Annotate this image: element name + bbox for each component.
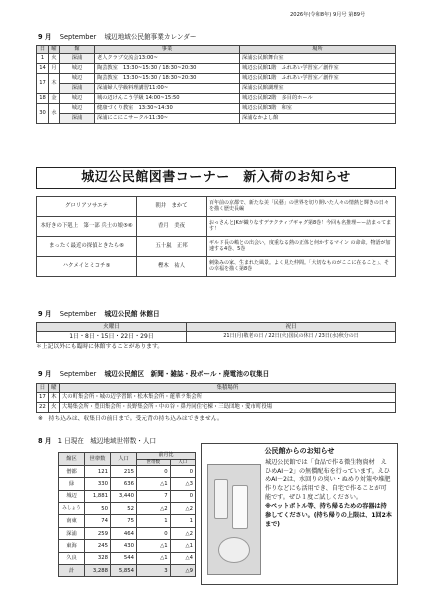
population-date: 1 日現在 xyxy=(57,437,84,445)
population-row xyxy=(59,540,196,552)
notice-bold: ※ペットボトル等、持ち帰るための容器は持参してください。(持ち帰りの上限は、1回2本まで) xyxy=(265,503,392,528)
calendar-row xyxy=(37,64,396,74)
hall: 深浦 xyxy=(60,114,95,124)
event: 健康づくり教室 13:30~14:30 xyxy=(95,104,240,114)
book-row xyxy=(37,257,396,277)
recycle-heading xyxy=(38,371,269,379)
households: 330 xyxy=(85,478,111,490)
event: 老人クラブ交流会13:00~ xyxy=(95,54,240,64)
notice-title: 公民館からのお知らせ xyxy=(264,447,335,455)
pop: 5,854 xyxy=(111,565,137,577)
dow: 木 xyxy=(48,393,59,403)
diff-households: △1 xyxy=(137,540,171,552)
population-month: 8 月 xyxy=(38,437,52,445)
recycle-title: 城辺公民館区 新聞・雑誌・段ボール・廃電池の収集日 xyxy=(104,370,270,378)
holidays: 21日(月)敬老の日 / 22日(火)国民の休日 / 23日(水)秋分の日 xyxy=(187,332,396,343)
calendar-table-wrap xyxy=(36,45,396,124)
book-row xyxy=(37,237,396,257)
issue-number: 2026年(令和8年) 9月号 第89号 xyxy=(290,12,366,18)
area: 僧都 xyxy=(59,465,85,477)
book-title: グロリアソサエテ xyxy=(37,197,137,217)
col-diff: 前月比 xyxy=(137,453,196,460)
pop: 3,440 xyxy=(111,490,137,502)
diff-households: 3 xyxy=(137,565,171,577)
recycle-note: ※ 持ち込みは、収集日の前日まで。受元背の持ち込みはできません。 xyxy=(38,416,223,422)
closed-note: ＊上記以外にも臨時に休館することがあります。 xyxy=(36,344,164,350)
recycle-row xyxy=(37,403,396,413)
book-author: 朝井 まかて xyxy=(137,197,207,217)
event: 陶芸教室 13:30~15:30 / 18:30~20:30 xyxy=(95,64,240,74)
tuesdays: 1日・8日・15日・22日・29日 xyxy=(37,332,187,343)
place: 深浦なかよし館 xyxy=(240,114,396,124)
col-event: 事業 xyxy=(95,46,240,54)
calendar-heading xyxy=(38,34,196,42)
event: 陶芸教室 13:30~15:30 / 18:30~20:30 xyxy=(95,74,240,84)
day: 17 xyxy=(37,74,49,94)
col-dow: 曜 xyxy=(48,384,59,393)
book-row xyxy=(37,217,396,237)
population-table-wrap xyxy=(58,452,196,577)
diff-households: △1 xyxy=(137,552,171,564)
day: 18 xyxy=(37,94,49,104)
diff-households: 7 xyxy=(137,490,171,502)
notice-text: 城辺公民館では「食品で作る微生物資材 えひめAI－2」の無償配布を行っています。えひめAI－2は、水回りの臭い・ぬめり対策や堆肥作りなどにも活用でき、自宅で作ることが可能です。ぜひ１度ご試しください。 xyxy=(265,459,391,501)
diff-households: 1 xyxy=(137,515,171,527)
population-row xyxy=(59,503,196,515)
population-row xyxy=(59,515,196,527)
event: 城の辺けんこう学級 14:00~15:50 xyxy=(95,94,240,104)
households: 121 xyxy=(85,465,111,477)
books-table-wrap xyxy=(36,196,396,277)
book-author: 樫木 祐人 xyxy=(137,257,207,277)
population-heading xyxy=(38,438,156,446)
pop: 75 xyxy=(111,515,137,527)
diff-households: 0 xyxy=(137,465,171,477)
event: 深浦にこにこサークル11:30~ xyxy=(95,114,240,124)
book-title: 本好きの下剋上 第一部 兵士の娘⑤⑥ xyxy=(37,217,137,237)
calendar-table xyxy=(36,45,396,124)
closed-table-wrap xyxy=(36,322,396,343)
book-desc: おっさんとJKが織りなすデテクティブギャグ第8巻！今回も名推理ーー詰まってます！ xyxy=(207,217,396,237)
col-pop: 人口 xyxy=(111,453,137,466)
households: 50 xyxy=(85,503,111,515)
recycle-table xyxy=(36,383,396,413)
households: 245 xyxy=(85,540,111,552)
dow: 月 xyxy=(49,64,60,74)
place: 城辺公民館3階 和室 xyxy=(240,104,396,114)
closed-title: 城辺公民館 休館日 xyxy=(104,310,160,318)
place: 大場集会所・豊田集会所・長野集会所・中の谷・鼻丹同住宅棟・三島団地・愛市町役場 xyxy=(59,403,395,413)
closed-month-en: September xyxy=(59,310,97,318)
calendar-row xyxy=(37,114,396,124)
book-title: まったく最近の探偵ときたら⑥ xyxy=(37,237,137,257)
col-area: 館区 xyxy=(59,453,85,466)
dow: 金 xyxy=(49,94,60,104)
pop: 215 xyxy=(111,465,137,477)
calendar-row xyxy=(37,94,396,104)
area: みしょう xyxy=(59,503,85,515)
area: 久良 xyxy=(59,552,85,564)
notice-box xyxy=(201,443,398,585)
diff-pop: 1 xyxy=(170,515,195,527)
day: 1 xyxy=(37,54,49,64)
households: 328 xyxy=(85,552,111,564)
col-holiday: 祝日 xyxy=(187,323,396,332)
households: 74 xyxy=(85,515,111,527)
book-author: 香月 美夜 xyxy=(137,217,207,237)
recycle-month: 9 月 xyxy=(38,370,52,378)
calendar-row xyxy=(37,54,396,64)
diff-pop: △9 xyxy=(170,565,195,577)
col-dow: 曜 xyxy=(49,46,60,54)
diff-households: 0 xyxy=(137,527,171,539)
books-table xyxy=(36,196,396,277)
place: 深浦公民館舞台室 xyxy=(240,54,396,64)
col-tuesday: 火曜日 xyxy=(37,323,187,332)
day: 17 xyxy=(37,393,49,403)
closed-table xyxy=(36,322,396,343)
pop: 52 xyxy=(111,503,137,515)
col-day: 日 xyxy=(37,46,49,54)
book-title: ハクメイとミコチ⑤ xyxy=(37,257,137,277)
hall: 城辺 xyxy=(60,94,95,104)
closed-month: 9 月 xyxy=(38,310,52,318)
diff-pop: △3 xyxy=(170,478,195,490)
closed-heading xyxy=(38,311,160,319)
population-row xyxy=(59,465,196,477)
col-households: 世帯数 xyxy=(85,453,111,466)
place: 大の町集会所・城の辺学習館・松木集会所・蓮華ラ集会所 xyxy=(59,393,395,403)
population-title: 城辺地域世帯数・人口 xyxy=(90,437,157,445)
recycle-table-wrap xyxy=(36,383,396,413)
area: 東海 xyxy=(59,540,85,552)
dow: 火 xyxy=(49,54,60,64)
area: 緑 xyxy=(59,478,85,490)
households: 3,288 xyxy=(85,565,111,577)
col-diff-households: 世帯数 xyxy=(137,459,171,465)
book-row xyxy=(37,197,396,217)
diff-pop: △4 xyxy=(170,552,195,564)
dow: 水 xyxy=(49,104,60,124)
event: 深浦婦人学級料理講習11:00~ xyxy=(95,84,240,94)
pop: 430 xyxy=(111,540,137,552)
book-desc: 刺染みの家、生まれた風景。よく見た仲間。「大切なものがここに在ること」、その幸福を描く第8巻 xyxy=(207,257,396,277)
hall: 城辺 xyxy=(60,104,95,114)
households: 259 xyxy=(85,527,111,539)
place: 城辺公民館2階 多目的ホール xyxy=(240,94,396,104)
pop: 636 xyxy=(111,478,137,490)
diff-pop: △2 xyxy=(170,527,195,539)
col-diff-pop: 人口 xyxy=(170,459,195,465)
population-row xyxy=(59,552,196,564)
diff-pop: △1 xyxy=(170,540,195,552)
calendar-title: 城辺地域公民館事業カレンダー xyxy=(104,33,197,41)
households: 1,881 xyxy=(85,490,111,502)
diff-households: △2 xyxy=(137,503,171,515)
day: 30 xyxy=(37,104,49,124)
area: 計 xyxy=(59,565,85,577)
pop: 464 xyxy=(111,527,137,539)
container-shape xyxy=(218,537,250,563)
library-banner: 城辺公民館図書コーナー 新入荷のお知らせ xyxy=(36,167,396,189)
day: 22 xyxy=(37,403,49,413)
diff-pop: 0 xyxy=(170,490,195,502)
product-photo xyxy=(207,464,261,575)
place: 城辺公民館1階 ふれあい学習室／創作室 xyxy=(240,74,396,84)
dow: 火 xyxy=(48,403,59,413)
col-place: 集積場所 xyxy=(59,384,395,393)
dow: 木 xyxy=(49,74,60,94)
place: 城辺公民館1階 ふれあい学習室／創作室 xyxy=(240,64,396,74)
population-row xyxy=(59,490,196,502)
book-desc: 百年前の京都で、新たな美「民藝」の世界を切り開いた人々の情熱と輝きの日々を描く歴史長編 xyxy=(207,197,396,217)
recycle-row xyxy=(37,393,396,403)
diff-pop: △2 xyxy=(170,503,195,515)
population-table xyxy=(58,452,196,577)
calendar-row xyxy=(37,84,396,94)
bottle-shape xyxy=(232,485,248,529)
place: 深浦公民館調理室 xyxy=(240,84,396,94)
hall: 深浦 xyxy=(60,84,95,94)
col-hall: 館 xyxy=(60,46,95,54)
area: 深浦 xyxy=(59,527,85,539)
calendar-month: 9 月 xyxy=(38,33,52,41)
book-author: 五十嵐 正邦 xyxy=(137,237,207,257)
hall: 城辺 xyxy=(60,64,95,74)
population-total-row xyxy=(59,565,196,577)
recycle-month-en: September xyxy=(59,370,97,378)
book-desc: ギルド長の嶋との出会い，度重なる熱の正体と何かするマイン の命命。物語が加速する4巻、5巻 xyxy=(207,237,396,257)
calendar-row xyxy=(37,104,396,114)
diff-households: △1 xyxy=(137,478,171,490)
calendar-row xyxy=(37,74,396,84)
day: 14 xyxy=(37,64,49,74)
hall: 深浦 xyxy=(60,54,95,64)
calendar-month-en: September xyxy=(59,33,97,41)
diff-pop: 0 xyxy=(170,465,195,477)
area: 南東 xyxy=(59,515,85,527)
population-row xyxy=(59,478,196,490)
col-day: 日 xyxy=(37,384,49,393)
col-place: 場所 xyxy=(240,46,396,54)
population-row xyxy=(59,527,196,539)
area: 城辺 xyxy=(59,490,85,502)
bottle-shape xyxy=(214,479,228,519)
pop: 544 xyxy=(111,552,137,564)
hall: 城辺 xyxy=(60,74,95,84)
